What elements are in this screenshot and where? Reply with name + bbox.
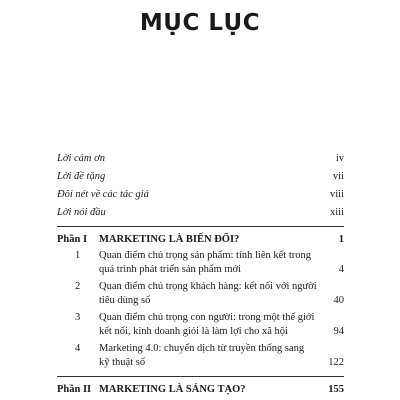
chapter-title-line: quá trình phát triển sản phẩm mới: [99, 264, 242, 275]
chapter-title-line: tiêu dùng số: [99, 295, 151, 306]
toc-entry-page: iv: [335, 153, 344, 164]
chapter-number: 2: [75, 281, 81, 292]
chapter-number: 3: [75, 312, 81, 323]
chapter-number: 1: [75, 250, 81, 261]
toc-entry-title: Đôi nét về các tác giả: [57, 189, 149, 200]
chapter-title-line: Quan điểm chủ trọng con người: trong một thế giới: [99, 312, 315, 323]
part-label: Phần I: [57, 234, 88, 245]
part-title: MARKETING LÀ BIẾN ĐỔI?: [99, 234, 240, 245]
toc-entry-title: Lời cảm ơn: [57, 153, 105, 164]
divider: [57, 376, 344, 377]
toc-entry-page: xiii: [329, 207, 344, 218]
chapter-title-line: Marketing 4.0: chuyển dịch từ truyền thống sang: [99, 343, 305, 354]
chapter-title-line: Quan điểm chủ trọng khách hàng: kết nối với người: [99, 281, 317, 292]
divider: [57, 226, 344, 227]
toc-entry-page: viii: [329, 189, 344, 200]
chapter-title-line: kết nối, kinh doanh giỏi là làm lợi cho xã hội: [99, 326, 288, 337]
chapter-page: 122: [328, 357, 344, 368]
chapter-page: 94: [333, 326, 344, 337]
chapter-page: 40: [333, 295, 344, 306]
part-page: 155: [328, 384, 344, 395]
page-title: MỤC LỤC: [139, 10, 261, 36]
part-title: MARKETING LÀ SÁNG TẠO?: [99, 384, 246, 395]
part-page: 1: [338, 234, 344, 245]
toc-entry-page: vii: [332, 171, 344, 182]
chapter-title-line: Quan điểm chủ trọng sản phẩm: tính liên kết trong: [99, 250, 311, 261]
toc-entry-title: Lời nói đầu: [57, 207, 106, 218]
toc-entry-title: Lời đề tặng: [57, 171, 106, 182]
chapter-page: 4: [338, 264, 344, 275]
part-label: Phần II: [57, 384, 92, 395]
chapter-number: 4: [75, 343, 81, 354]
chapter-title-line: kỹ thuật số: [99, 357, 146, 368]
